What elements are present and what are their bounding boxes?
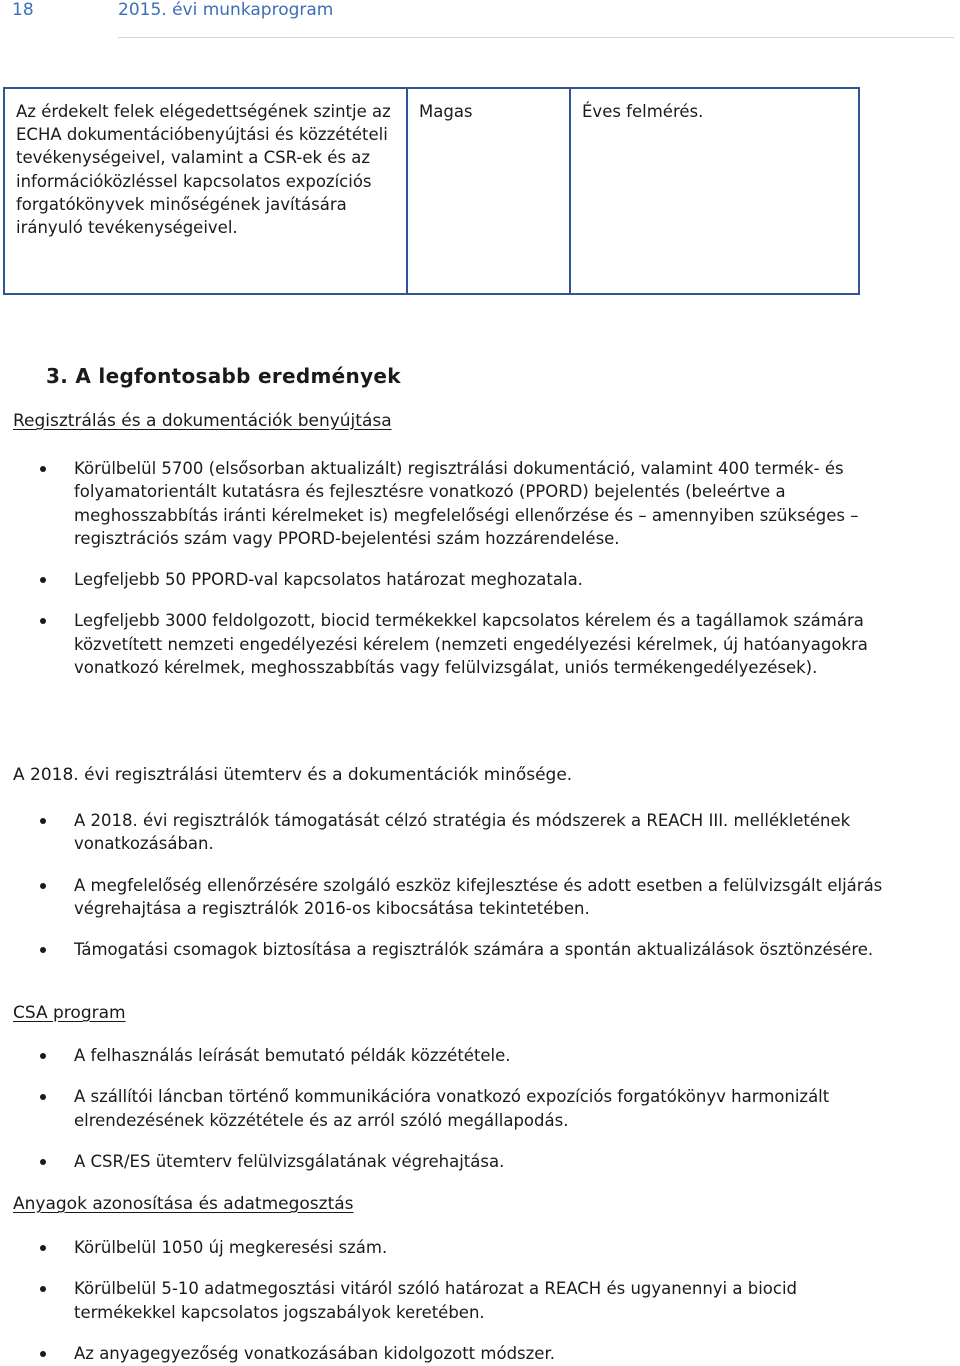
list-item: Legfeljebb 50 PPORD-val kapcsolatos határozat meghozatala. bbox=[0, 568, 900, 591]
list-item: Az anyagegyezőség vonatkozásában kidolgozott módszer. bbox=[0, 1342, 900, 1365]
indicator-table bbox=[3, 87, 860, 295]
subheading-csa-program: CSA program bbox=[13, 1003, 126, 1023]
list-substance-id bbox=[0, 1236, 900, 1365]
list-item: A CSR/ES ütemterv felülvizsgálatának végrehajtása. bbox=[0, 1150, 900, 1173]
header-title: 2015. évi munkaprogram bbox=[118, 0, 334, 20]
list-item: Támogatási csomagok biztosítása a regisztrálók számára a spontán aktualizálások ösztönzésére. bbox=[0, 938, 900, 961]
list-item: A felhasználás leírását bemutató példák közzététele. bbox=[0, 1044, 900, 1067]
subheading-substance-id: Anyagok azonosítása és adatmegosztás bbox=[13, 1194, 354, 1214]
page-header bbox=[0, 0, 960, 38]
list-item: Legfeljebb 3000 feldolgozott, biocid termékekkel kapcsolatos kérelem és a tagállamok számára közvetített nemzeti engedélyezési kérelem (nemzeti engedélyezési kérelmek, új hatóanyagokra vonatkozó kérelmek, meghosszabbítás vagy felülvizsgálat, uniós termékengedélyezések). bbox=[0, 609, 900, 679]
means-cell: Éves felmérés. bbox=[570, 88, 859, 294]
list-item: Körülbelül 5700 (elsősorban aktualizált) regisztrálási dokumentáció, valamint 400 termék- és folyamatorientált kutatásra és fejlesztésre vonatkozó (PPORD) bejelentés (beleértve a meghosszabbítás iránti kérelmeket is) megfelelőségi ellenőrzése és – amennyiben szükséges – regisztrációs szám vagy PPORD-bejelentési szám hozzárendelése. bbox=[0, 457, 900, 550]
list-item: Körülbelül 1050 új megkeresési szám. bbox=[0, 1236, 900, 1259]
header-divider bbox=[118, 37, 954, 38]
section-title: 3. A legfontosabb eredmények bbox=[46, 364, 401, 388]
list-item: A 2018. évi regisztrálók támogatását célzó stratégia és módszerek a REACH III. mellékletének vonatkozásában. bbox=[0, 809, 900, 856]
target-cell: Magas bbox=[407, 88, 570, 294]
subheading-registration: Regisztrálás és a dokumentációk benyújtása bbox=[13, 411, 392, 431]
page-number: 18 bbox=[12, 0, 34, 20]
table-row bbox=[4, 88, 859, 294]
subheading-roadmap: A 2018. évi regisztrálási ütemterv és a dokumentációk minősége. bbox=[13, 765, 573, 785]
list-roadmap bbox=[0, 809, 900, 961]
list-item: Körülbelül 5-10 adatmegosztási vitáról szóló határozat a REACH és ugyanennyi a biocid termékekkel kapcsolatos jogszabályok keretében. bbox=[0, 1277, 900, 1324]
list-item: A szállítói láncban történő kommunikációra vonatkozó expozíciós forgatókönyv harmonizált elrendezésének közzététele és az arról szóló megállapodás. bbox=[0, 1085, 900, 1132]
indicator-cell: Az érdekelt felek elégedettségének szintje az ECHA dokumentációbenyújtási és közzétételi tevékenységeivel, valamint a CSR-ek és az információközléssel kapcsolatos expozíciós forgatókönyvek minőségének javítására irányuló tevékenységeivel. bbox=[4, 88, 407, 294]
list-item: A megfelelőség ellenőrzésére szolgáló eszköz kifejlesztése és adott esetben a felülvizsgált eljárás végrehajtása a regisztrálók 2016-os kibocsátása tekintetében. bbox=[0, 874, 900, 921]
list-registration bbox=[0, 457, 900, 679]
list-csa-program bbox=[0, 1044, 900, 1173]
